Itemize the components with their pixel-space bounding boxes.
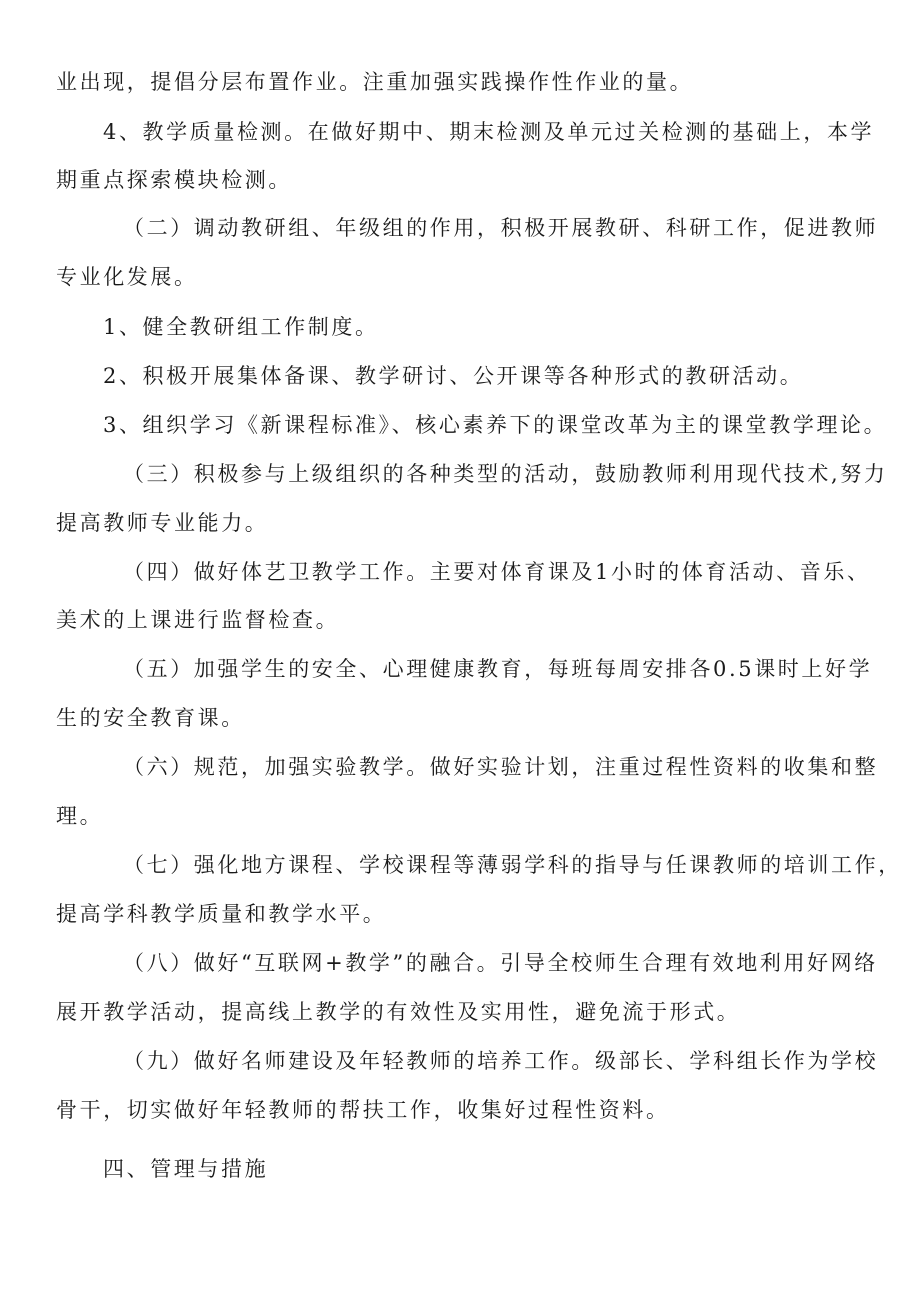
paragraph-line: 业出现，提倡分层布置作业。注重加强实践操作性作业的量。 xyxy=(56,70,694,94)
paragraph-line: 展开教学活动，提高线上教学的有效性及实用性，避免流于形式。 xyxy=(56,1000,741,1024)
paragraph-line: 生的安全教育课。 xyxy=(56,706,245,730)
paragraph-line: 3、组织学习《新课程标准》、核心素养下的课堂改革为主的课堂教学理论。 xyxy=(103,413,888,437)
paragraph-line: 期重点探索模块检测。 xyxy=(56,168,292,192)
paragraph-line: （六）规范，加强实验教学。做好实验计划，注重过程性资料的收集和整 xyxy=(123,755,879,779)
paragraph-line: （七）强化地方课程、学校课程等薄弱学科的指导与任课教师的培训工作， xyxy=(123,853,902,877)
paragraph-line: （五）加强学生的安全、心理健康教育，每班每周安排各0.5课时上好学 xyxy=(123,657,873,681)
paragraph-line: （九）做好名师建设及年轻教师的培养工作。级部长、学科组长作为学校 xyxy=(123,1049,879,1073)
section-heading: 四、管理与措施 xyxy=(103,1157,269,1181)
paragraph-line: 美术的上课进行监督检查。 xyxy=(56,608,340,632)
paragraph-line: （三）积极参与上级组织的各种类型的活动，鼓励教师利用现代技术,努力 xyxy=(123,462,888,486)
paragraph-line: 2、积极开展集体备课、教学研讨、公开课等各种形式的教研活动。 xyxy=(103,364,804,388)
paragraph-line: （二）调动教研组、年级组的作用，积极开展教研、科研工作，促进教师 xyxy=(123,216,879,240)
paragraph-line: 骨干，切实做好年轻教师的帮扶工作，收集好过程性资料。 xyxy=(56,1098,670,1122)
paragraph-line: 专业化发展。 xyxy=(56,265,198,289)
paragraph-line: 提高学科教学质量和教学水平。 xyxy=(56,902,387,926)
paragraph-line: （四）做好体艺卫教学工作。主要对体育课及1小时的体育活动、音乐、 xyxy=(123,560,871,584)
paragraph-line: 1、健全教研组工作制度。 xyxy=(103,315,379,339)
paragraph-line: 4、教学质量检测。在做好期中、期末检测及单元过关检测的基础上，本学 xyxy=(103,120,875,144)
paragraph-line: 理。 xyxy=(56,804,104,828)
paragraph-line: 提高教师专业能力。 xyxy=(56,511,269,535)
paragraph-line: （八）做好“互联网+教学”的融合。引导全校师生合理有效地利用好网络 xyxy=(123,951,878,975)
